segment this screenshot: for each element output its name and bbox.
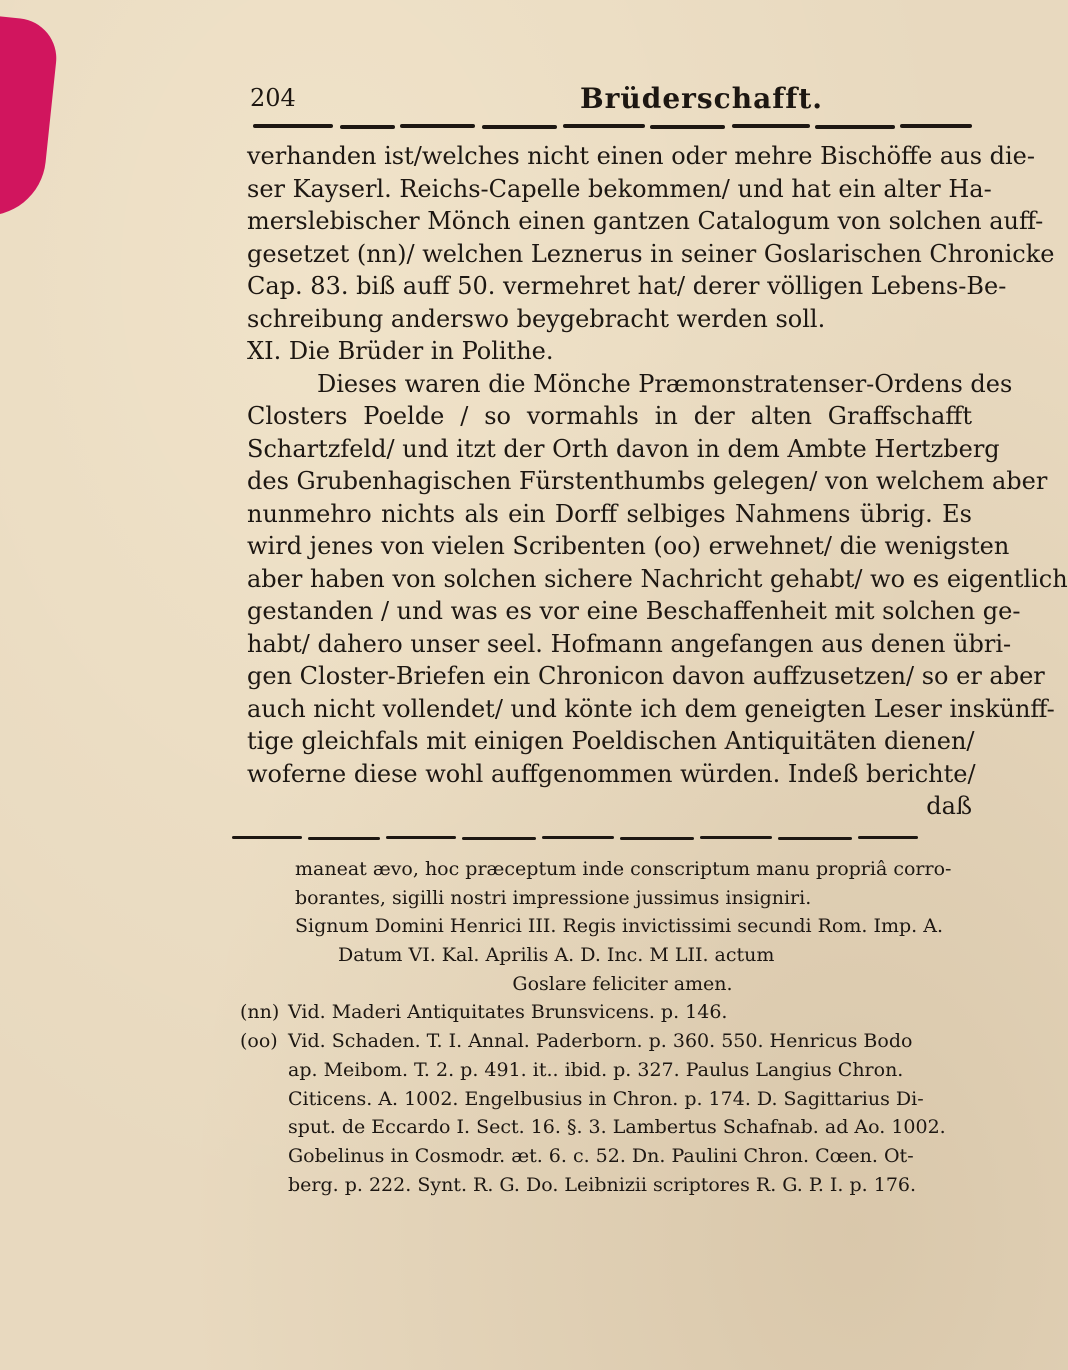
reference-label: (nn) <box>240 1001 280 1024</box>
reference-label: (oo) <box>240 1030 278 1053</box>
text-line: tige gleichfals mit einigen Poeldischen Antiquitäten dienen/ <box>247 727 975 755</box>
footnotes <box>240 855 975 1199</box>
bookmark-tab <box>0 14 60 221</box>
catchword: daß <box>926 792 972 820</box>
reference-line: Vid. Maderi Antiquitates Brunsvicens. p. 146. <box>288 1001 728 1024</box>
running-head: Brüderschafft. <box>580 82 824 115</box>
text-line: schreibung anderswo beygebracht werden soll. <box>247 304 826 333</box>
text-line: nunmehro nichts als ein Dorff selbiges Nahmens übrig. Es <box>247 499 972 528</box>
text-line: woferne diese wohl auffgenommen würden. Indeß berichte/ <box>247 759 976 788</box>
reference-oo <box>240 1027 975 1056</box>
text-line: wird jenes von vielen Scribenten (oo) erwehnet/ die wenigsten <box>247 532 1010 560</box>
reference-line: sput. de Eccardo I. Sect. 16. §. 3. Lambertus Schafnab. ad Ao. 1002. <box>288 1116 946 1139</box>
section-heading: XI. Die Brüder in Polithe. <box>247 337 554 365</box>
note-line: Goslare feliciter amen. <box>512 972 733 995</box>
reference-line: ap. Meibom. T. 2. p. 491. it.. ibid. p. 327. Paulus Langius Chron. <box>288 1058 904 1081</box>
text-line: gen Closter-Briefen ein Chronicon davon auffzusetzen/ so er aber <box>247 662 1045 690</box>
reference-line: Citicens. A. 1002. Engelbusius in Chron. p. 174. D. Sagittarius Di- <box>288 1087 924 1110</box>
page-header <box>250 82 970 122</box>
text-line: habt/ dahero unser seel. Hofmann angefangen aus denen übri- <box>247 629 1012 658</box>
page-number: 204 <box>250 84 296 112</box>
text-line: gesetzet (nn)/ welchen Leznerus in seiner Goslarischen Chronicke <box>247 239 1055 268</box>
note-line: Datum VI. Kal. Aprilis A. D. Inc. M LII. actum <box>338 944 775 967</box>
text-line: ser Kayserl. Reichs-Capelle bekommen/ und hat ein alter Ha- <box>247 174 992 203</box>
text-line: merslebischer Mönch einen gantzen Catalogum von solchen auff- <box>247 207 1044 235</box>
reference-nn <box>240 998 975 1027</box>
text-line: aber haben von solchen sichere Nachricht gehabt/ wo es eigentlich <box>247 564 1068 593</box>
note-line: Signum Domini Henrici III. Regis invictissimi secundi Rom. Imp. A. <box>295 915 943 938</box>
text-line: auch nicht vollendet/ und könte ich dem geneigten Leser inskünff- <box>247 694 1055 723</box>
text-line: Dieses waren die Mönche Præmonstratenser-Ordens des <box>317 369 1013 398</box>
text-line: verhanden ist/welches nicht einen oder mehre Bischöffe aus die- <box>247 142 1035 170</box>
note-line: borantes, sigilli nostri impressione jussimus insigniri. <box>295 886 812 909</box>
text-line: Cap. 83. biß auff 50. vermehret hat/ derer völligen Lebens-Be- <box>247 272 1007 300</box>
text-line: Schartzfeld/ und itzt der Orth davon in dem Ambte Hertzberg <box>247 434 1000 463</box>
text-line: Closters Poelde / so vormahls in der alten Graffschafft <box>247 402 972 430</box>
reference-line: Gobelinus in Cosmodr. æt. 6. c. 52. Dn. Paulini Chron. Cœen. Ot- <box>288 1144 914 1167</box>
text-line: gestanden / und was es vor eine Beschaffenheit mit solchen ge- <box>247 597 1021 625</box>
text-line: des Grubenhagischen Fürstenthumbs gelegen/ von welchem aber <box>247 467 1048 495</box>
note-line: maneat ævo, hoc præceptum inde conscriptum manu propriâ corro- <box>295 858 952 880</box>
body-text <box>247 140 1068 823</box>
reference-line: berg. p. 222. Synt. R. G. Do. Leibnizii scriptores R. G. P. I. p. 176. <box>288 1173 917 1196</box>
reference-line: Vid. Schaden. T. I. Annal. Paderborn. p. 360. 550. Henricus Bodo <box>288 1030 913 1053</box>
